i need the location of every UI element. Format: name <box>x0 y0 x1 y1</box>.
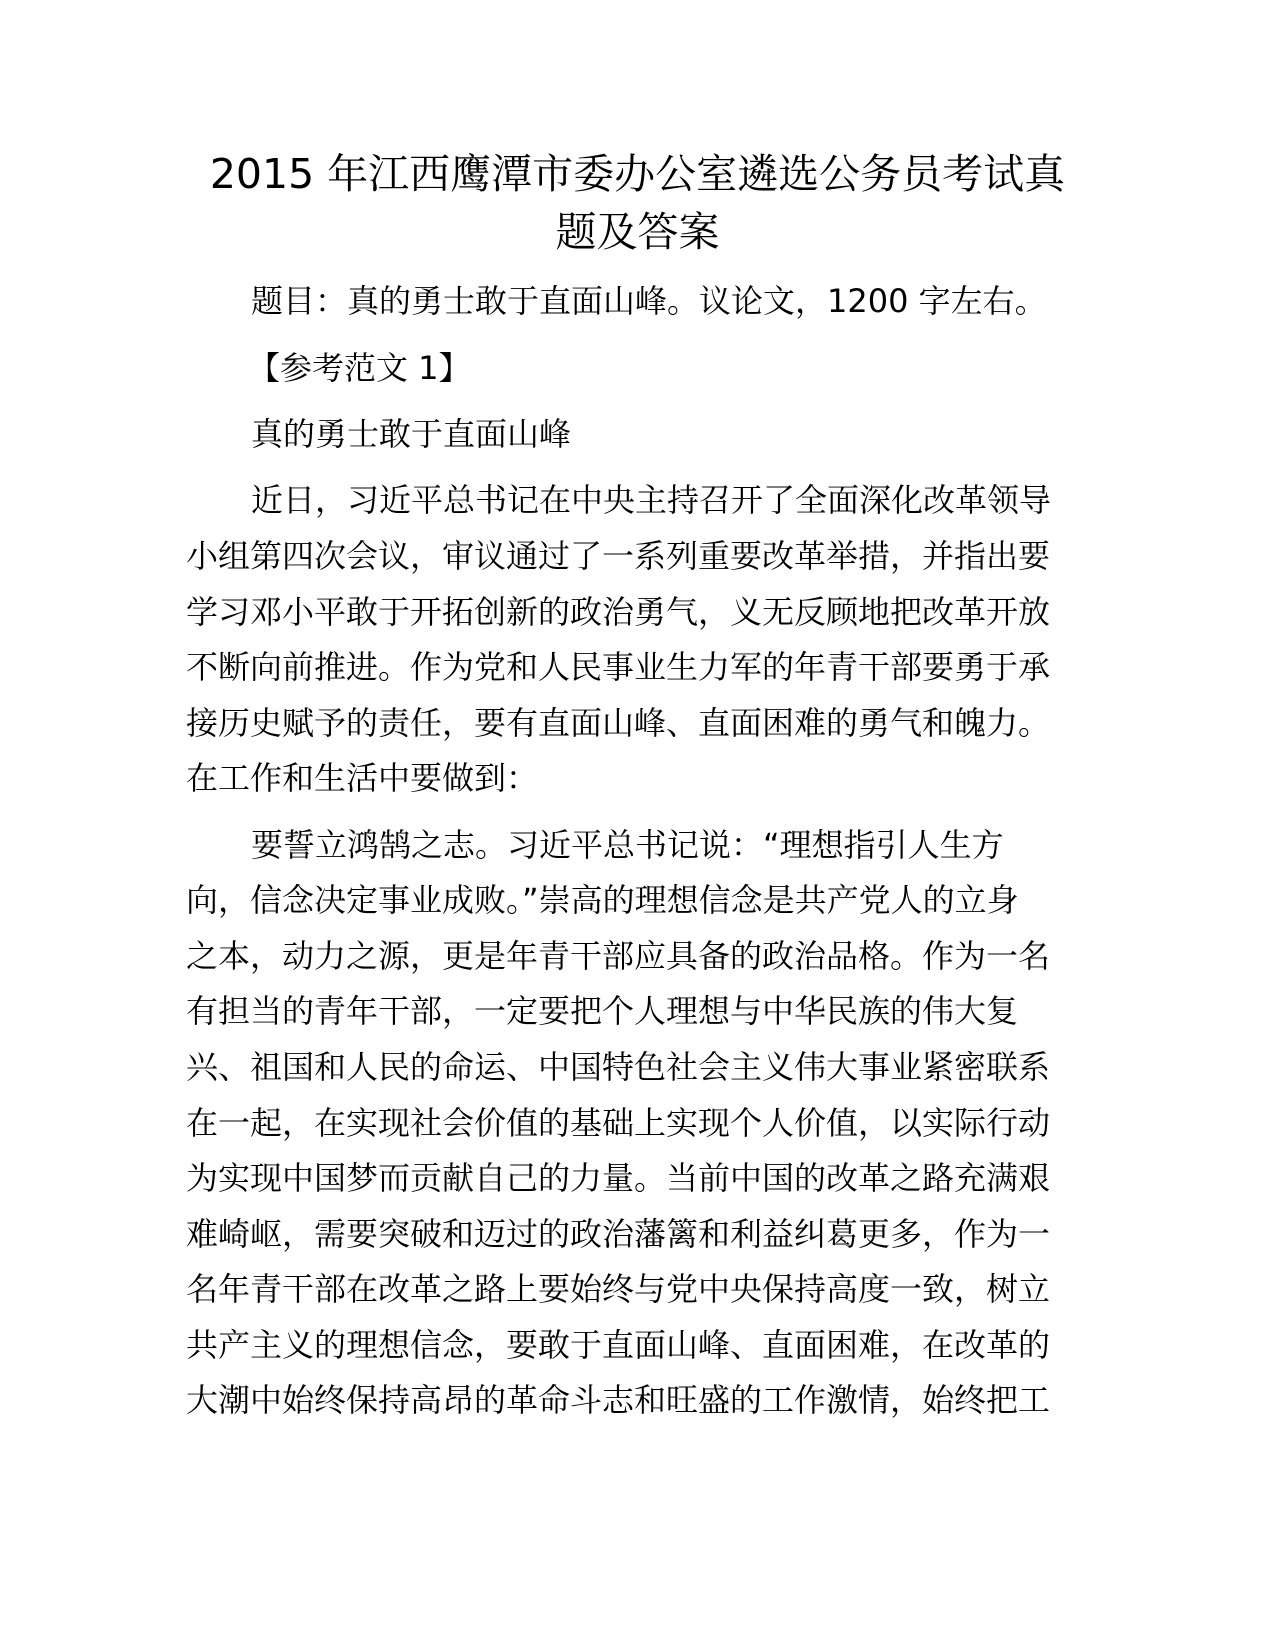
paragraph-1-line: 在工作和生活中要做到： <box>186 759 539 797</box>
paragraph-2-line: 有担当的青年干部，一定要把个人理想与中华民族的伟大复 <box>186 992 1019 1030</box>
paragraph-2-line: 为实现中国梦而贡献自己的力量。当前中国的改革之路充满艰 <box>186 1159 1051 1197</box>
paragraph-2-line: 兴、祖国和人民的命运、中国特色社会主义伟大事业紧密联系 <box>186 1048 1051 1086</box>
document-title <box>160 145 1115 261</box>
question-prompt: 题目：真的勇士敢于直面山峰。议论文，1200 字左右。 <box>251 282 1047 320</box>
paragraph-2-line: 共产主义的理想信念，要敢于直面山峰、直面困难，在改革的 <box>186 1326 1051 1364</box>
paragraph-1-line: 接历史赋予的责任，要有直面山峰、直面困难的勇气和魄力。 <box>186 704 1051 742</box>
paragraph-2-line: 要誓立鸿鹄之志。习近平总书记说：“理想指引人生方 <box>251 826 1004 864</box>
paragraph-1-line: 小组第四次会议，审议通过了一系列重要改革举措，并指出要 <box>186 537 1051 575</box>
paragraph-2-line: 难崎岖，需要突破和迈过的政治藩篱和利益纠葛更多，作为一 <box>186 1215 1051 1253</box>
paragraph-1-line: 不断向前推进。作为党和人民事业生力军的年青干部要勇于承 <box>186 648 1051 686</box>
paragraph-2-line: 大潮中始终保持高昂的革命斗志和旺盛的工作激情，始终把工 <box>186 1381 1051 1419</box>
essay-title: 真的勇士敢于直面山峰 <box>251 415 572 453</box>
paragraph-1-line: 近日，习近平总书记在中央主持召开了全面深化改革领导 <box>251 481 1052 519</box>
paragraph-2-line: 名年青干部在改革之路上要始终与党中央保持高度一致，树立 <box>186 1270 1051 1308</box>
paragraph-2-line: 之本，动力之源，更是年青干部应具备的政治品格。作为一名 <box>186 937 1051 975</box>
paragraph-2-line: 在一起，在实现社会价值的基础上实现个人价值，以实际行动 <box>186 1104 1051 1142</box>
paragraph-1-line: 学习邓小平敢于开拓创新的政治勇气，义无反顾地把改革开放 <box>186 593 1051 631</box>
reference-heading: 【参考范文 1】 <box>248 349 471 387</box>
title-line-1: 2015 年江西鹰潭市委办公室遴选公务员考试真 <box>209 150 1066 198</box>
paragraph-2-line: 向，信念决定事业成败。”崇高的理想信念是共产党人的立身 <box>186 881 1019 919</box>
title-line-2: 题及答案 <box>555 208 720 256</box>
